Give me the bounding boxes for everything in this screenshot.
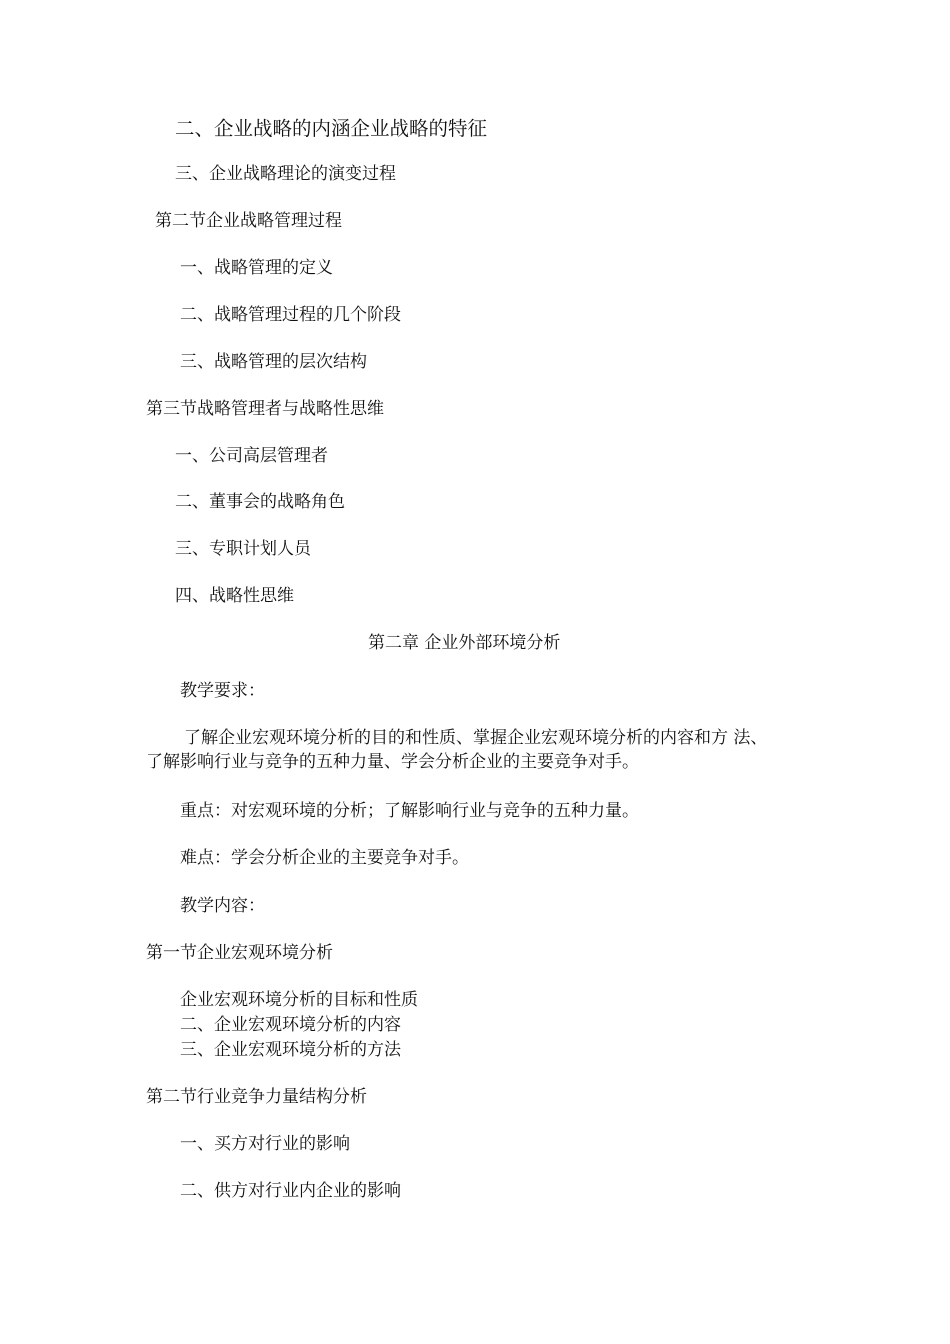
focus-text: 重点：对宏观环境的分析；了解影响行业与竞争的五种力量。 <box>180 801 639 821</box>
list-item: 企业宏观环境分析的目标和性质 <box>180 990 418 1010</box>
requirements-paragraph <box>146 726 826 774</box>
list-item: 一、公司高层管理者 <box>175 446 328 466</box>
paragraph-line: 了解影响行业与竞争的五种力量、学会分析企业的主要竞争对手。 <box>146 752 639 772</box>
list-item: 三、专职计划人员 <box>175 539 311 559</box>
list-item: 二、供方对行业内企业的影响 <box>180 1181 401 1201</box>
difficulty-text: 难点：学会分析企业的主要竞争对手。 <box>180 848 469 868</box>
list-item: 三、企业战略理论的演变过程 <box>175 164 396 184</box>
section-heading: 第二节企业战略管理过程 <box>155 211 342 231</box>
list-item: 二、企业宏观环境分析的内容 <box>180 1015 401 1035</box>
section-heading: 第三节战略管理者与战略性思维 <box>146 399 384 419</box>
list-item: 一、买方对行业的影响 <box>180 1134 350 1154</box>
section-heading: 第一节企业宏观环境分析 <box>146 943 333 963</box>
paragraph-line: 了解企业宏观环境分析的目的和性质、掌握企业宏观环境分析的内容和方 法、 <box>184 728 768 748</box>
chapter-title: 第二章 企业外部环境分析 <box>368 633 561 653</box>
list-item: 三、企业宏观环境分析的方法 <box>180 1040 401 1060</box>
section-heading: 二、企业战略的内涵企业战略的特征 <box>175 117 488 140</box>
label: 教学要求： <box>180 681 265 701</box>
list-item: 二、战略管理过程的几个阶段 <box>180 305 401 325</box>
section-heading: 第二节行业竞争力量结构分析 <box>146 1087 367 1107</box>
list-item: 四、战略性思维 <box>175 586 294 606</box>
label: 教学内容： <box>180 896 265 916</box>
list-item: 三、战略管理的层次结构 <box>180 352 367 372</box>
list-item: 一、战略管理的定义 <box>180 258 333 278</box>
list-item: 二、董事会的战略角色 <box>175 492 345 512</box>
